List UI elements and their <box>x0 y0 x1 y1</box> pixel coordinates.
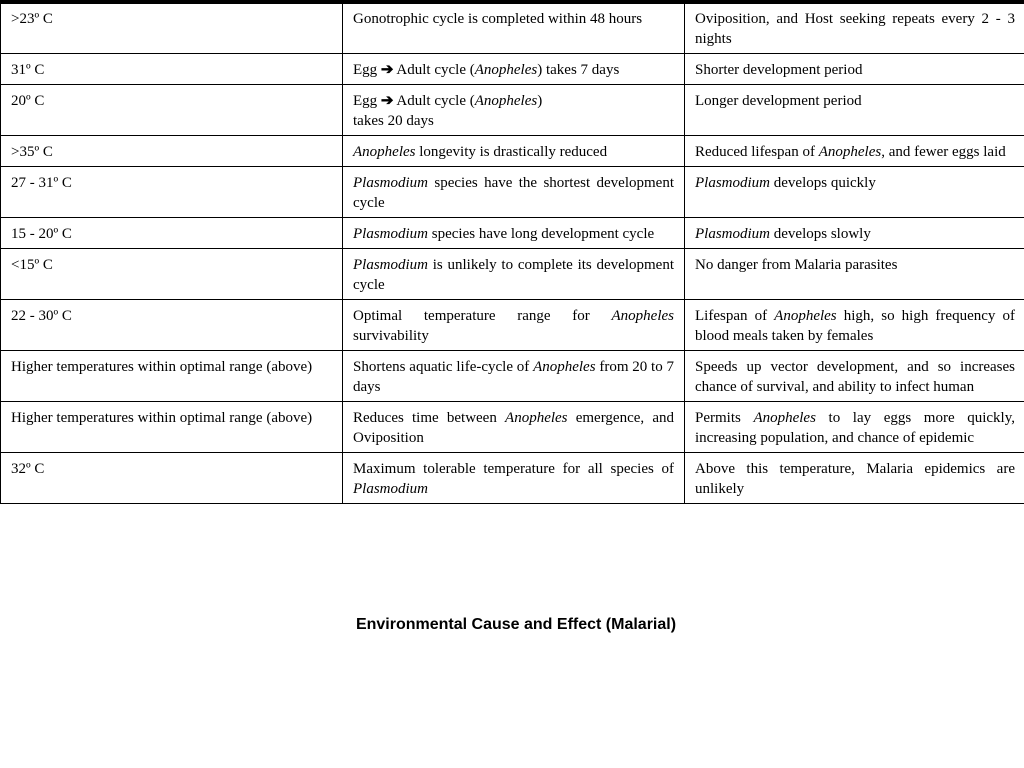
effect-cell <box>343 167 685 218</box>
cell-text: high, so high frequency of blood meals taken by females <box>695 308 1015 344</box>
table-body <box>1 3 1024 504</box>
cell-text: 32º C <box>11 461 45 477</box>
effect-cell <box>343 218 685 249</box>
cell-text: ) <box>537 93 543 109</box>
cell-text: Higher temperatures within optimal range (above) <box>11 410 313 426</box>
table-row <box>1 351 1024 402</box>
table-row <box>1 54 1024 85</box>
cell-text: Adult cycle ( <box>393 62 475 78</box>
effect-cell <box>343 249 685 300</box>
effect-cell <box>343 85 685 136</box>
species-name: Plasmodium <box>353 481 428 497</box>
condition-cell <box>1 136 343 167</box>
cell-text: species have long development cycle <box>428 226 655 242</box>
cell-text: No danger from Malaria parasites <box>695 257 898 273</box>
cell-text: >23º C <box>11 11 53 27</box>
cell-text: Maximum tolerable temperature for all species of <box>353 461 674 477</box>
cell-text: Shortens aquatic life-cycle of <box>353 359 534 375</box>
species-name: Anopheles <box>611 308 674 324</box>
cell-text: Reduced lifespan of <box>695 144 819 160</box>
table-row <box>1 136 1024 167</box>
species-name: Plasmodium <box>353 175 428 191</box>
cell-text: Egg <box>353 62 381 78</box>
effect-cell <box>343 351 685 402</box>
cell-text: >35º C <box>11 144 53 160</box>
species-name: Anopheles <box>818 144 882 160</box>
condition-cell <box>1 351 343 402</box>
cell-text: is unlikely to complete its development cycle <box>353 257 674 293</box>
cell-text: Reduces time between <box>353 410 506 426</box>
species-name: Anopheles <box>774 308 837 324</box>
condition-cell <box>1 249 343 300</box>
condition-cell <box>1 3 343 54</box>
effect-cell <box>343 3 685 54</box>
condition-cell <box>1 167 343 218</box>
consequence-cell <box>685 300 1024 351</box>
species-name: Plasmodium <box>353 226 428 242</box>
effect-cell <box>343 453 685 504</box>
cell-text: Optimal temperature range for <box>353 308 612 324</box>
effect-cell <box>343 136 685 167</box>
table-row <box>1 249 1024 300</box>
consequence-cell <box>685 54 1024 85</box>
cell-text: species have the shortest development cycle <box>353 175 674 211</box>
cell-text: Shorter development period <box>695 62 863 78</box>
species-name: Anopheles <box>533 359 596 375</box>
consequence-cell <box>685 351 1024 402</box>
species-name: Anopheles <box>474 62 538 78</box>
consequence-cell <box>685 136 1024 167</box>
cell-text: Permits <box>695 410 754 426</box>
consequence-cell <box>685 453 1024 504</box>
cell-text: develops quickly <box>770 175 876 191</box>
cell-text: Higher temperatures within optimal range (above) <box>11 359 313 375</box>
consequence-cell <box>685 249 1024 300</box>
species-name: Anopheles <box>505 410 568 426</box>
arrow-right-icon: ➔ <box>380 62 394 78</box>
cause-effect-table <box>0 2 1024 504</box>
cell-text: develops slowly <box>770 226 871 242</box>
cell-text: Oviposition, and Host seeking repeats every 2 - 3 nights <box>695 11 1015 47</box>
consequence-cell <box>685 402 1024 453</box>
cell-text: Gonotrophic cycle is completed within 48 hours <box>353 11 643 27</box>
cell-text: to lay eggs more quickly, increasing population, and chance of epidemic <box>695 410 1015 446</box>
condition-cell <box>1 85 343 136</box>
cell-text: longevity is drastically reduced <box>415 144 608 160</box>
cell-text: Longer development period <box>695 93 862 109</box>
cell-text: 22 - 30º C <box>11 308 72 324</box>
consequence-cell <box>685 218 1024 249</box>
cell-text: takes 20 days <box>353 113 434 129</box>
arrow-right-icon: ➔ <box>380 93 394 109</box>
document-caption: Environmental Cause and Effect (Malarial) <box>355 616 677 633</box>
cell-text: Lifespan of <box>695 308 775 324</box>
condition-cell <box>1 402 343 453</box>
table-row <box>1 453 1024 504</box>
cell-text: Egg <box>353 93 381 109</box>
condition-cell <box>1 54 343 85</box>
cell-text: Speeds up vector development, and so increases chance of survival, and ability to infect human <box>695 359 1015 395</box>
cell-text: ) takes 7 days <box>537 62 620 78</box>
species-name: Plasmodium <box>695 226 770 242</box>
species-name: Plasmodium <box>353 257 428 273</box>
cell-text: , and fewer eggs laid <box>881 144 1006 160</box>
cell-text: 27 - 31º C <box>11 175 72 191</box>
condition-cell <box>1 453 343 504</box>
condition-cell <box>1 218 343 249</box>
table-row <box>1 300 1024 351</box>
consequence-cell <box>685 3 1024 54</box>
cell-text: survivability <box>353 328 429 344</box>
cell-text: <15º C <box>11 257 53 273</box>
effect-cell <box>343 402 685 453</box>
table-row <box>1 167 1024 218</box>
species-name: Plasmodium <box>695 175 770 191</box>
cell-text: Above this temperature, Malaria epidemics are unlikely <box>695 461 1015 497</box>
cell-text: 31º C <box>11 62 45 78</box>
table-row <box>1 3 1024 54</box>
cell-text: emergence, and Oviposition <box>353 410 674 446</box>
effect-cell <box>343 54 685 85</box>
table-row <box>1 218 1024 249</box>
cell-text: from 20 to 7 days <box>353 359 674 395</box>
species-name: Anopheles <box>474 93 538 109</box>
cell-text: 15 - 20º C <box>11 226 72 242</box>
table-row <box>1 85 1024 136</box>
consequence-cell <box>685 167 1024 218</box>
condition-cell <box>1 300 343 351</box>
table-row <box>1 402 1024 453</box>
consequence-cell <box>685 85 1024 136</box>
species-name: Anopheles <box>753 410 816 426</box>
cell-text: 20º C <box>11 93 45 109</box>
effect-cell <box>343 300 685 351</box>
species-name: Anopheles <box>353 144 416 160</box>
cell-text: Adult cycle ( <box>393 93 475 109</box>
